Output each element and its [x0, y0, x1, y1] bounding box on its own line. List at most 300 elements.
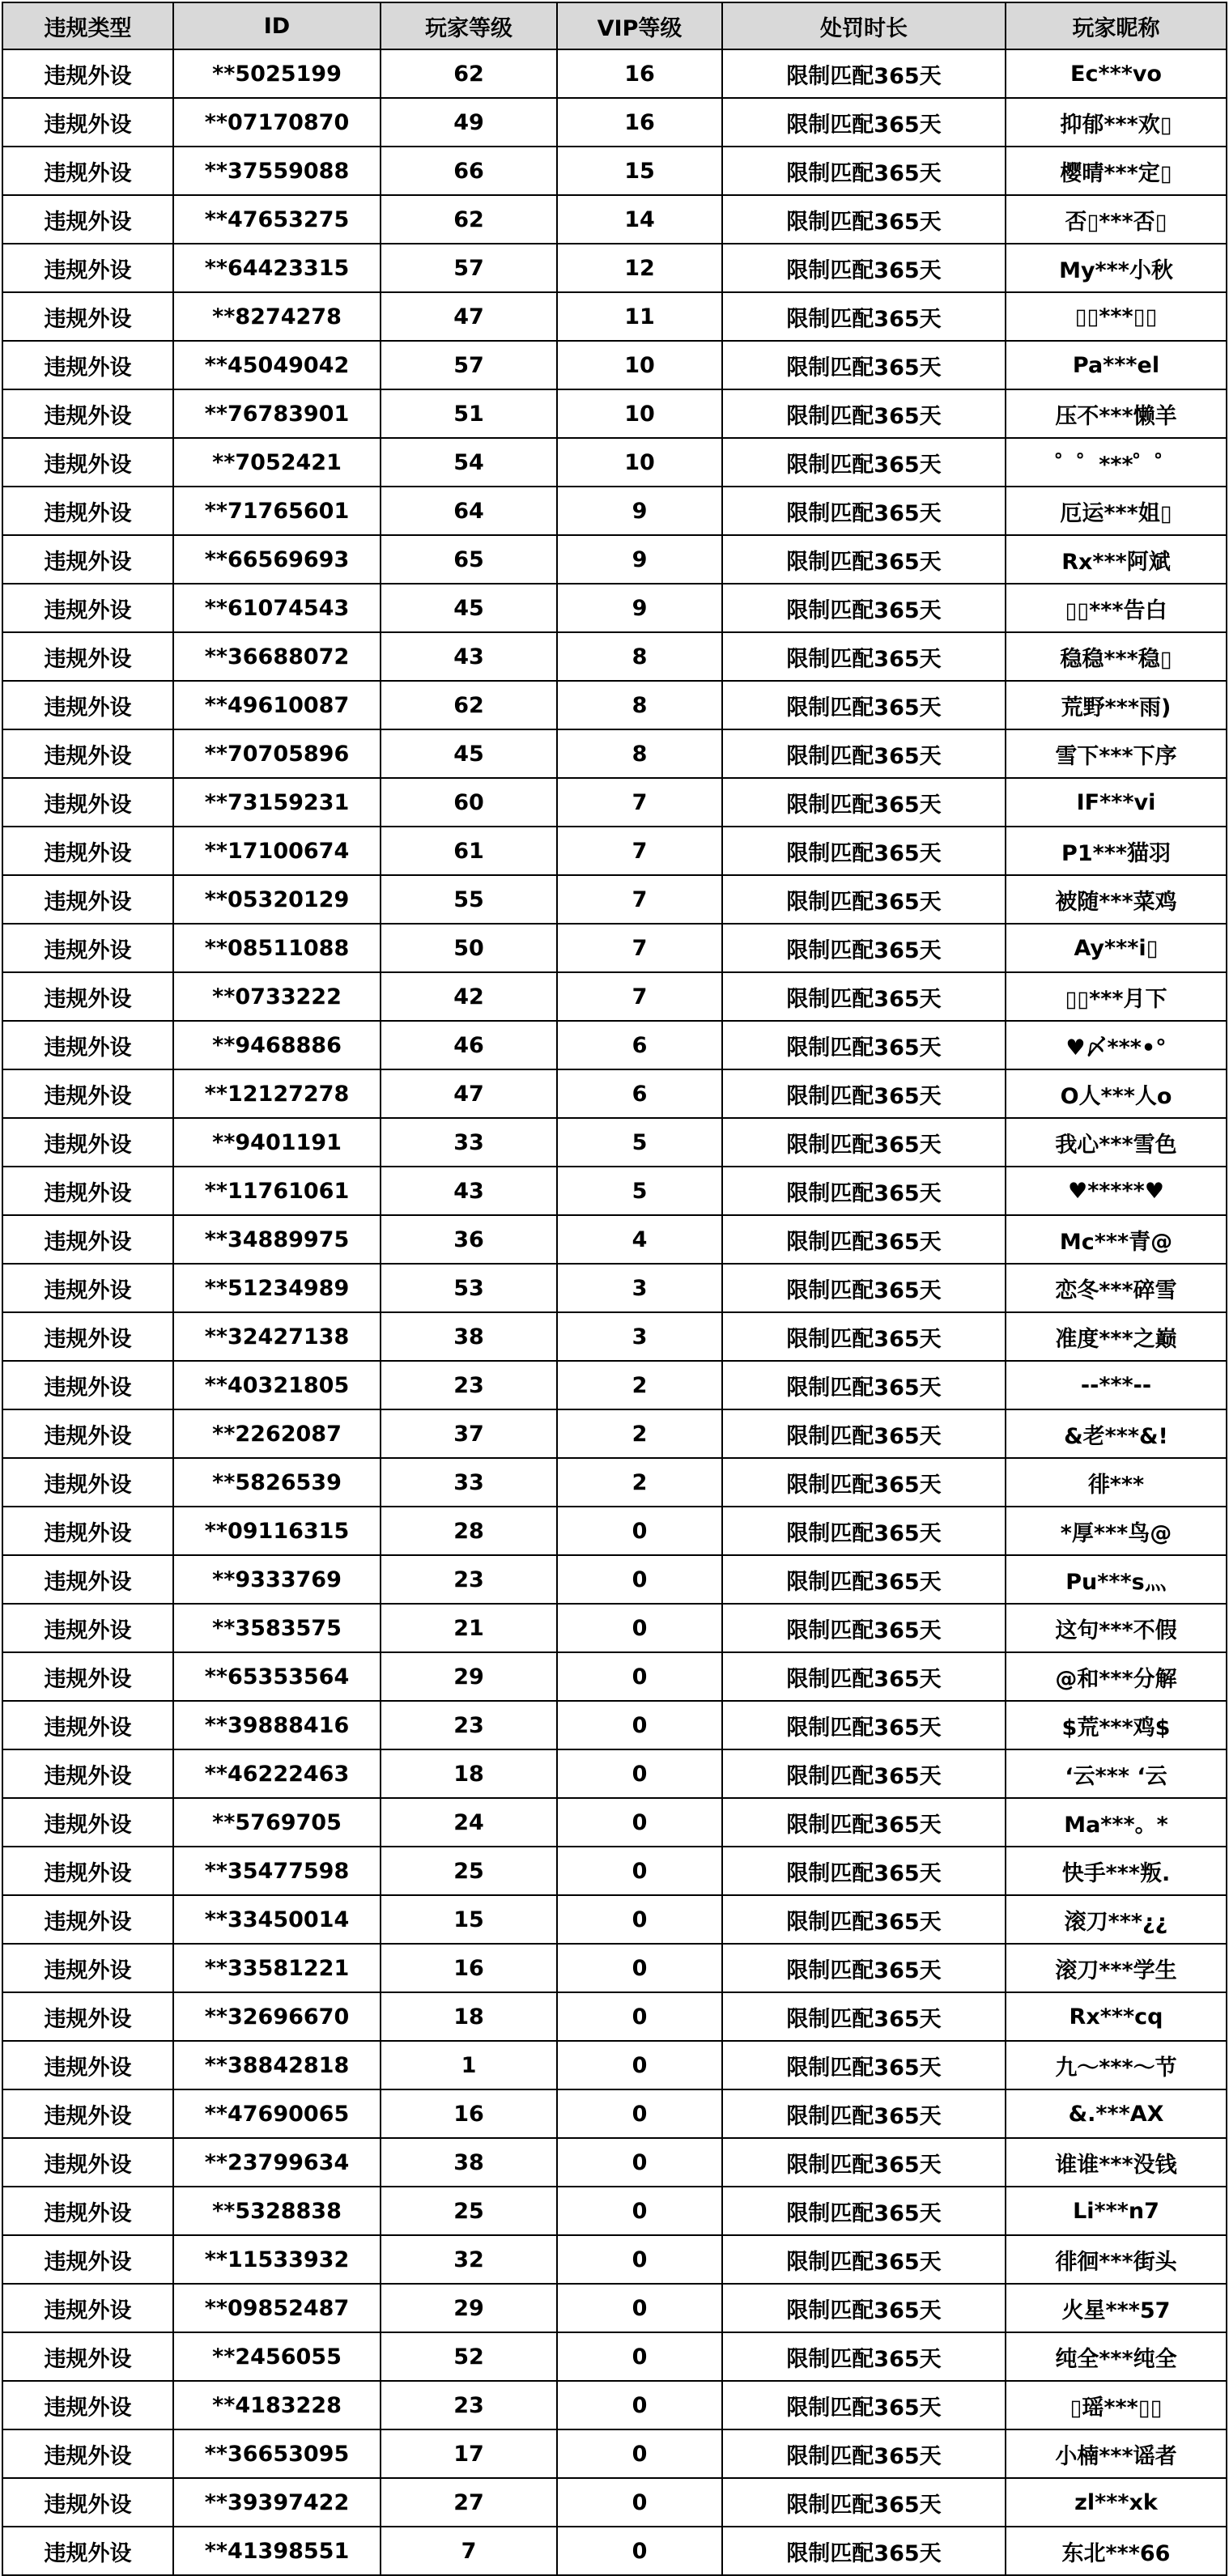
violation-type-cell: 违规外设: [2, 1652, 173, 1701]
player-level-cell: 49: [381, 98, 557, 147]
player-level-cell: 36: [381, 1215, 557, 1264]
penalty-duration-cell: 限制匹配365天: [722, 2429, 1006, 2478]
vip-level-cell: 0: [557, 1847, 722, 1895]
player-nickname-cell: 雪下***下序: [1006, 729, 1227, 778]
vip-level-cell: 5: [557, 1167, 722, 1215]
player-level-cell: 55: [381, 875, 557, 924]
table-row: [2, 2089, 1227, 2138]
vip-level-cell: 6: [557, 1069, 722, 1118]
table-row: [2, 1992, 1227, 2041]
player-id-cell: **33450014: [173, 1895, 381, 1944]
vip-level-cell: 0: [557, 1992, 722, 2041]
violation-type-cell: 违规外设: [2, 2235, 173, 2284]
player-nickname-cell: &老***&!: [1006, 1409, 1227, 1458]
table-row: [2, 341, 1227, 389]
player-level-cell: 45: [381, 729, 557, 778]
vip-level-cell: 8: [557, 729, 722, 778]
player-level-cell: 1: [381, 2041, 557, 2089]
penalty-duration-cell: 限制匹配365天: [722, 2332, 1006, 2381]
table-row: [2, 2138, 1227, 2187]
table-row: [2, 2235, 1227, 2284]
table-body: [2, 49, 1227, 2575]
penalty-duration-cell: 限制匹配365天: [722, 341, 1006, 389]
vip-level-cell: 16: [557, 98, 722, 147]
table-row: [2, 1701, 1227, 1749]
violation-type-cell: 违规外设: [2, 147, 173, 195]
penalty-duration-cell: 限制匹配365天: [722, 778, 1006, 827]
violation-type-cell: 违规外设: [2, 1021, 173, 1069]
penalty-duration-cell: 限制匹配365天: [722, 2527, 1006, 2575]
player-nickname-cell: Rx***阿斌: [1006, 535, 1227, 584]
player-id-cell: **40321805: [173, 1361, 381, 1409]
violation-type-cell: 违规外设: [2, 1264, 173, 1312]
table-row: [2, 584, 1227, 632]
player-id-cell: **64423315: [173, 244, 381, 292]
player-nickname-cell: 徘***: [1006, 1458, 1227, 1507]
player-id-cell: **47690065: [173, 2089, 381, 2138]
violation-type-cell: 违规外设: [2, 341, 173, 389]
player-nickname-cell: 樱晴***定▯: [1006, 147, 1227, 195]
player-id-cell: **36653095: [173, 2429, 381, 2478]
vip-level-cell: 10: [557, 438, 722, 487]
player-nickname-cell: 抑郁***欢▯: [1006, 98, 1227, 147]
table-row: [2, 49, 1227, 98]
player-level-cell: 38: [381, 2138, 557, 2187]
table-row: [2, 972, 1227, 1021]
player-nickname-cell: 东北***66: [1006, 2527, 1227, 2575]
player-id-cell: **2456055: [173, 2332, 381, 2381]
player-id-cell: **70705896: [173, 729, 381, 778]
vip-level-cell: 10: [557, 389, 722, 438]
player-nickname-cell: 谁谁***没钱: [1006, 2138, 1227, 2187]
table-row: [2, 1312, 1227, 1361]
violation-type-cell: 违规外设: [2, 487, 173, 535]
violation-type-cell: 违规外设: [2, 389, 173, 438]
table-row: [2, 1652, 1227, 1701]
player-nickname-cell: 滚刀***学生: [1006, 1944, 1227, 1992]
violation-type-cell: 违规外设: [2, 98, 173, 147]
player-nickname-cell: ▯瑶***▯▯: [1006, 2381, 1227, 2429]
penalty-duration-cell: 限制匹配365天: [722, 827, 1006, 875]
player-id-cell: **12127278: [173, 1069, 381, 1118]
vip-level-cell: 0: [557, 1652, 722, 1701]
penalty-duration-cell: 限制匹配365天: [722, 292, 1006, 341]
player-nickname-cell: 纯全***纯全: [1006, 2332, 1227, 2381]
player-id-cell: **11533932: [173, 2235, 381, 2284]
table-row: [2, 875, 1227, 924]
vip-level-cell: 8: [557, 681, 722, 729]
violation-type-cell: 违规外设: [2, 1118, 173, 1167]
violation-type-cell: 违规外设: [2, 1555, 173, 1604]
player-id-cell: **47653275: [173, 195, 381, 244]
violation-type-cell: 违规外设: [2, 1361, 173, 1409]
penalty-duration-cell: 限制匹配365天: [722, 195, 1006, 244]
violation-type-cell: 违规外设: [2, 195, 173, 244]
vip-level-cell: 0: [557, 1749, 722, 1798]
table-row: [2, 2381, 1227, 2429]
vip-level-cell: 0: [557, 2429, 722, 2478]
violation-type-cell: 违规外设: [2, 681, 173, 729]
player-level-cell: 15: [381, 1895, 557, 1944]
player-id-cell: **71765601: [173, 487, 381, 535]
player-nickname-cell: 否▯***否▯: [1006, 195, 1227, 244]
vip-level-cell: 12: [557, 244, 722, 292]
vip-level-cell: 9: [557, 535, 722, 584]
player-id-cell: **5025199: [173, 49, 381, 98]
player-id-cell: **38842818: [173, 2041, 381, 2089]
table-row: [2, 1118, 1227, 1167]
vip-level-cell: 0: [557, 1944, 722, 1992]
violation-type-cell: 违规外设: [2, 49, 173, 98]
penalty-table: [2, 2, 1227, 2576]
vip-level-cell: 7: [557, 924, 722, 972]
player-nickname-cell: Pa***el: [1006, 341, 1227, 389]
penalty-duration-cell: 限制匹配365天: [722, 1409, 1006, 1458]
violation-type-cell: 违规外设: [2, 632, 173, 681]
player-nickname-cell: Li***n7: [1006, 2187, 1227, 2235]
player-id-cell: **05320129: [173, 875, 381, 924]
table-row: [2, 147, 1227, 195]
vip-level-cell: 0: [557, 1895, 722, 1944]
table-row: [2, 1069, 1227, 1118]
player-nickname-cell: P1***猫羽: [1006, 827, 1227, 875]
player-id-cell: **9401191: [173, 1118, 381, 1167]
player-id-cell: **8274278: [173, 292, 381, 341]
penalty-duration-cell: 限制匹配365天: [722, 389, 1006, 438]
player-level-cell: 62: [381, 681, 557, 729]
player-level-cell: 45: [381, 584, 557, 632]
penalty-duration-cell: 限制匹配365天: [722, 972, 1006, 1021]
table-row: [2, 438, 1227, 487]
player-level-cell: 66: [381, 147, 557, 195]
violation-type-cell: 违规外设: [2, 1749, 173, 1798]
violation-type-cell: 违规外设: [2, 1312, 173, 1361]
player-nickname-cell: ♥*****♥: [1006, 1167, 1227, 1215]
player-id-cell: **32427138: [173, 1312, 381, 1361]
player-level-cell: 23: [381, 1361, 557, 1409]
penalty-duration-cell: 限制匹配365天: [722, 438, 1006, 487]
vip-level-cell: 4: [557, 1215, 722, 1264]
player-level-cell: 16: [381, 1944, 557, 1992]
vip-level-cell: 16: [557, 49, 722, 98]
player-level-cell: 27: [381, 2478, 557, 2527]
vip-level-cell: 0: [557, 1555, 722, 1604]
player-id-cell: **08511088: [173, 924, 381, 972]
player-id-cell: **5328838: [173, 2187, 381, 2235]
violation-type-cell: 违规外设: [2, 2527, 173, 2575]
violation-type-cell: 违规外设: [2, 778, 173, 827]
player-level-cell: 52: [381, 2332, 557, 2381]
table-row: [2, 778, 1227, 827]
player-nickname-cell: Ec***vo: [1006, 49, 1227, 98]
violation-type-cell: 违规外设: [2, 584, 173, 632]
violation-type-cell: 违规外设: [2, 1215, 173, 1264]
violation-type-cell: 违规外设: [2, 729, 173, 778]
player-level-cell: 62: [381, 49, 557, 98]
table-row: [2, 1749, 1227, 1798]
player-level-cell: 46: [381, 1021, 557, 1069]
player-id-cell: **17100674: [173, 827, 381, 875]
violation-type-cell: 违规外设: [2, 438, 173, 487]
table-row: [2, 1264, 1227, 1312]
penalty-duration-cell: 限制匹配365天: [722, 49, 1006, 98]
violation-type-cell: 违规外设: [2, 1069, 173, 1118]
penalty-duration-cell: 限制匹配365天: [722, 2284, 1006, 2332]
player-nickname-cell: Ay***i▯: [1006, 924, 1227, 972]
penalty-duration-cell: 限制匹配365天: [722, 681, 1006, 729]
penalty-duration-cell: 限制匹配365天: [722, 1944, 1006, 1992]
player-id-cell: **61074543: [173, 584, 381, 632]
penalty-duration-cell: 限制匹配365天: [722, 2381, 1006, 2429]
player-level-cell: 51: [381, 389, 557, 438]
player-nickname-cell: Mc***青@: [1006, 1215, 1227, 1264]
player-nickname-cell: 这句***不假: [1006, 1604, 1227, 1652]
player-id-cell: **41398551: [173, 2527, 381, 2575]
penalty-duration-cell: 限制匹配365天: [722, 1361, 1006, 1409]
penalty-duration-cell: 限制匹配365天: [722, 98, 1006, 147]
violation-type-cell: 违规外设: [2, 2041, 173, 2089]
player-nickname-cell: ♥〆***•°: [1006, 1021, 1227, 1069]
player-level-cell: 64: [381, 487, 557, 535]
player-level-cell: 23: [381, 1701, 557, 1749]
penalty-duration-cell: 限制匹配365天: [722, 2041, 1006, 2089]
vip-level-cell: 0: [557, 1798, 722, 1847]
player-nickname-cell: 荒野***雨): [1006, 681, 1227, 729]
penalty-duration-cell: 限制匹配365天: [722, 1507, 1006, 1555]
table-row: [2, 1409, 1227, 1458]
player-id-cell: **45049042: [173, 341, 381, 389]
player-level-cell: 18: [381, 1992, 557, 2041]
player-level-cell: 28: [381, 1507, 557, 1555]
violation-type-cell: 违规外设: [2, 1701, 173, 1749]
header-vip-level: VIP等级: [557, 2, 722, 49]
player-id-cell: **65353564: [173, 1652, 381, 1701]
violation-type-cell: 违规外设: [2, 2187, 173, 2235]
table-row: [2, 1215, 1227, 1264]
player-id-cell: **35477598: [173, 1847, 381, 1895]
player-nickname-cell: O人***人o: [1006, 1069, 1227, 1118]
player-id-cell: **76783901: [173, 389, 381, 438]
penalty-duration-cell: 限制匹配365天: [722, 2235, 1006, 2284]
violation-type-cell: 违规外设: [2, 1409, 173, 1458]
violation-type-cell: 违规外设: [2, 2284, 173, 2332]
violation-type-cell: 违规外设: [2, 292, 173, 341]
vip-level-cell: 0: [557, 2089, 722, 2138]
penalty-duration-cell: 限制匹配365天: [722, 1312, 1006, 1361]
player-id-cell: **46222463: [173, 1749, 381, 1798]
penalty-duration-cell: 限制匹配365天: [722, 147, 1006, 195]
violation-type-cell: 违规外设: [2, 1895, 173, 1944]
player-id-cell: **36688072: [173, 632, 381, 681]
table-row: [2, 681, 1227, 729]
player-nickname-cell: 小楠***谣者: [1006, 2429, 1227, 2478]
violation-type-cell: 违规外设: [2, 875, 173, 924]
player-level-cell: 42: [381, 972, 557, 1021]
player-nickname-cell: 火星***57: [1006, 2284, 1227, 2332]
player-level-cell: 43: [381, 1167, 557, 1215]
player-nickname-cell: @和***分解: [1006, 1652, 1227, 1701]
player-level-cell: 50: [381, 924, 557, 972]
player-id-cell: **39397422: [173, 2478, 381, 2527]
violation-type-cell: 违规外设: [2, 535, 173, 584]
table-row: [2, 2041, 1227, 2089]
player-nickname-cell: 快手***叛.: [1006, 1847, 1227, 1895]
violation-type-cell: 违规外设: [2, 2089, 173, 2138]
player-nickname-cell: 徘徊***街头: [1006, 2235, 1227, 2284]
player-level-cell: 29: [381, 1652, 557, 1701]
player-level-cell: 18: [381, 1749, 557, 1798]
table-row: [2, 1555, 1227, 1604]
player-level-cell: 33: [381, 1118, 557, 1167]
penalty-duration-cell: 限制匹配365天: [722, 487, 1006, 535]
penalty-duration-cell: 限制匹配365天: [722, 2478, 1006, 2527]
vip-level-cell: 0: [557, 2527, 722, 2575]
player-id-cell: **33581221: [173, 1944, 381, 1992]
player-level-cell: 23: [381, 1555, 557, 1604]
table-row: [2, 244, 1227, 292]
table-row: [2, 487, 1227, 535]
violation-type-cell: 违规外设: [2, 244, 173, 292]
violation-type-cell: 违规外设: [2, 2332, 173, 2381]
player-level-cell: 65: [381, 535, 557, 584]
header-violation-type: 违规类型: [2, 2, 173, 49]
player-level-cell: 25: [381, 2187, 557, 2235]
player-nickname-cell: ▯▯***告白: [1006, 584, 1227, 632]
table-row: [2, 2332, 1227, 2381]
table-row: [2, 1798, 1227, 1847]
vip-level-cell: 0: [557, 1507, 722, 1555]
player-id-cell: **49610087: [173, 681, 381, 729]
header-row: [2, 2, 1227, 49]
table-row: [2, 292, 1227, 341]
player-id-cell: **73159231: [173, 778, 381, 827]
player-id-cell: **9468886: [173, 1021, 381, 1069]
penalty-duration-cell: 限制匹配365天: [722, 1021, 1006, 1069]
player-nickname-cell: 恋冬***碎雪: [1006, 1264, 1227, 1312]
vip-level-cell: 0: [557, 2235, 722, 2284]
penalty-duration-cell: 限制匹配365天: [722, 1264, 1006, 1312]
penalty-duration-cell: 限制匹配365天: [722, 2138, 1006, 2187]
table-row: [2, 1507, 1227, 1555]
player-level-cell: 17: [381, 2429, 557, 2478]
vip-level-cell: 15: [557, 147, 722, 195]
penalty-duration-cell: 限制匹配365天: [722, 875, 1006, 924]
player-id-cell: **51234989: [173, 1264, 381, 1312]
header-player-level: 玩家等级: [381, 2, 557, 49]
vip-level-cell: 0: [557, 1701, 722, 1749]
table-row: [2, 98, 1227, 147]
penalty-duration-cell: 限制匹配365天: [722, 1118, 1006, 1167]
violation-type-cell: 违规外设: [2, 2429, 173, 2478]
vip-level-cell: 7: [557, 875, 722, 924]
player-nickname-cell: Rx***cq: [1006, 1992, 1227, 2041]
penalty-duration-cell: 限制匹配365天: [722, 1652, 1006, 1701]
player-nickname-cell: $荒***鸡$: [1006, 1701, 1227, 1749]
player-level-cell: 38: [381, 1312, 557, 1361]
player-nickname-cell: 我心***雪色: [1006, 1118, 1227, 1167]
player-level-cell: 32: [381, 2235, 557, 2284]
penalty-duration-cell: 限制匹配365天: [722, 924, 1006, 972]
vip-level-cell: 2: [557, 1409, 722, 1458]
player-id-cell: **09116315: [173, 1507, 381, 1555]
header-penalty-duration: 处罚时长: [722, 2, 1006, 49]
player-level-cell: 57: [381, 341, 557, 389]
table-row: [2, 2527, 1227, 2575]
table-row: [2, 1944, 1227, 1992]
player-level-cell: 25: [381, 1847, 557, 1895]
vip-level-cell: 7: [557, 778, 722, 827]
table-row: [2, 924, 1227, 972]
player-nickname-cell: 准度***之巅: [1006, 1312, 1227, 1361]
table-row: [2, 632, 1227, 681]
vip-level-cell: 0: [557, 2284, 722, 2332]
player-id-cell: **39888416: [173, 1701, 381, 1749]
violation-type-cell: 违规外设: [2, 1604, 173, 1652]
table-row: [2, 2478, 1227, 2527]
vip-level-cell: 3: [557, 1264, 722, 1312]
player-id-cell: **5769705: [173, 1798, 381, 1847]
penalty-list-sheet: [2, 2, 1226, 2576]
player-nickname-cell: ▯▯***月下: [1006, 972, 1227, 1021]
player-id-cell: **37559088: [173, 147, 381, 195]
player-level-cell: 37: [381, 1409, 557, 1458]
vip-level-cell: 5: [557, 1118, 722, 1167]
vip-level-cell: 2: [557, 1361, 722, 1409]
player-id-cell: **34889975: [173, 1215, 381, 1264]
vip-level-cell: 6: [557, 1021, 722, 1069]
player-level-cell: 33: [381, 1458, 557, 1507]
penalty-duration-cell: 限制匹配365天: [722, 2089, 1006, 2138]
violation-type-cell: 违规外设: [2, 1944, 173, 1992]
player-nickname-cell: 滚刀***¿¿: [1006, 1895, 1227, 1944]
table-header: [2, 2, 1227, 49]
player-nickname-cell: IF***vi: [1006, 778, 1227, 827]
header-player-nickname: 玩家昵称: [1006, 2, 1227, 49]
penalty-duration-cell: 限制匹配365天: [722, 729, 1006, 778]
violation-type-cell: 违规外设: [2, 2381, 173, 2429]
penalty-duration-cell: 限制匹配365天: [722, 535, 1006, 584]
vip-level-cell: 0: [557, 2138, 722, 2187]
vip-level-cell: 3: [557, 1312, 722, 1361]
player-id-cell: **5826539: [173, 1458, 381, 1507]
table-row: [2, 1167, 1227, 1215]
player-id-cell: **7052421: [173, 438, 381, 487]
player-nickname-cell: ‘云*** ‘云: [1006, 1749, 1227, 1798]
player-nickname-cell: 九～***～节: [1006, 2041, 1227, 2089]
player-id-cell: **07170870: [173, 98, 381, 147]
player-nickname-cell: Ma***。*: [1006, 1798, 1227, 1847]
table-row: [2, 389, 1227, 438]
penalty-duration-cell: 限制匹配365天: [722, 1992, 1006, 2041]
vip-level-cell: 10: [557, 341, 722, 389]
penalty-duration-cell: 限制匹配365天: [722, 1847, 1006, 1895]
player-level-cell: 24: [381, 1798, 557, 1847]
vip-level-cell: 7: [557, 972, 722, 1021]
player-id-cell: **3583575: [173, 1604, 381, 1652]
table-row: [2, 1895, 1227, 1944]
penalty-duration-cell: 限制匹配365天: [722, 1604, 1006, 1652]
penalty-duration-cell: 限制匹配365天: [722, 2187, 1006, 2235]
table-row: [2, 2429, 1227, 2478]
penalty-duration-cell: 限制匹配365天: [722, 1215, 1006, 1264]
penalty-duration-cell: 限制匹配365天: [722, 584, 1006, 632]
player-nickname-cell: *厚***鸟@: [1006, 1507, 1227, 1555]
player-nickname-cell: --***--: [1006, 1361, 1227, 1409]
table-row: [2, 2284, 1227, 2332]
penalty-duration-cell: 限制匹配365天: [722, 1555, 1006, 1604]
table-row: [2, 1847, 1227, 1895]
vip-level-cell: 0: [557, 1604, 722, 1652]
